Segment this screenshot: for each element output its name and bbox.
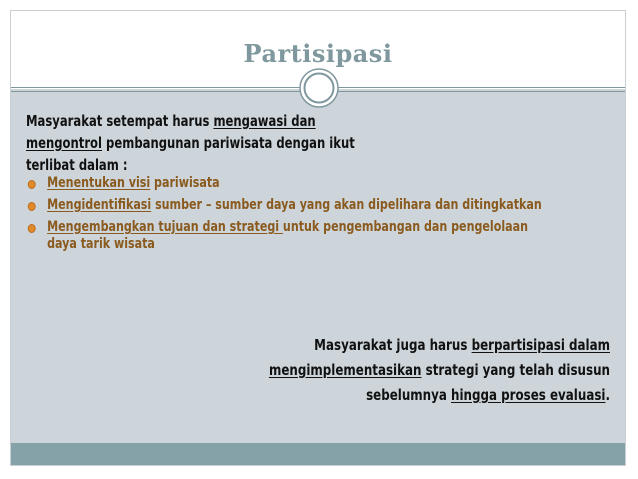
underlined-phrase: mengimplementasikan [268,361,422,379]
intro-paragraph [26,110,533,176]
closing-line-1: Masyarakat juga harus berpartisipasi dalam [314,336,610,354]
intro-line-3: terlibat dalam : [26,156,128,174]
intro-line-2: mengontrol pembangunan pariwisata dengan ikut [26,134,355,152]
bullet-dot-icon [28,180,36,189]
underlined-phrase: hingga proses evaluasi [451,386,606,404]
intro-line-1: Masyarakat setempat harus mengawasi dan [26,112,316,130]
slide-title: Partisipasi [243,39,393,68]
circle-ornament-icon [298,67,340,109]
bullet-dot-icon [28,224,36,233]
underlined-phrase: mengontrol [26,134,103,152]
closing-line-2: mengimplementasikan strategi yang telah disusun [268,361,610,379]
bullet-item: Mengidentifikasi sumber – sumber daya yang akan dipelihara dan ditingkatkan [26,197,554,214]
bullet-item: Mengembangkan tujuan dan strategi untuk pengembangan dan pengelolaan daya tarik wisata [26,219,554,253]
bullet-item: Menentukan visi pariwisata [26,175,554,192]
bullet-list [26,175,554,258]
closing-paragraph [117,333,610,408]
closing-line-3: sebelumnya hingga proses evaluasi. [366,386,610,404]
underlined-phrase: berpartisipasi dalam [471,336,610,354]
bottom-band [11,443,625,465]
bullet-dot-icon [28,202,36,211]
underlined-phrase: mengawasi dan [213,112,316,130]
